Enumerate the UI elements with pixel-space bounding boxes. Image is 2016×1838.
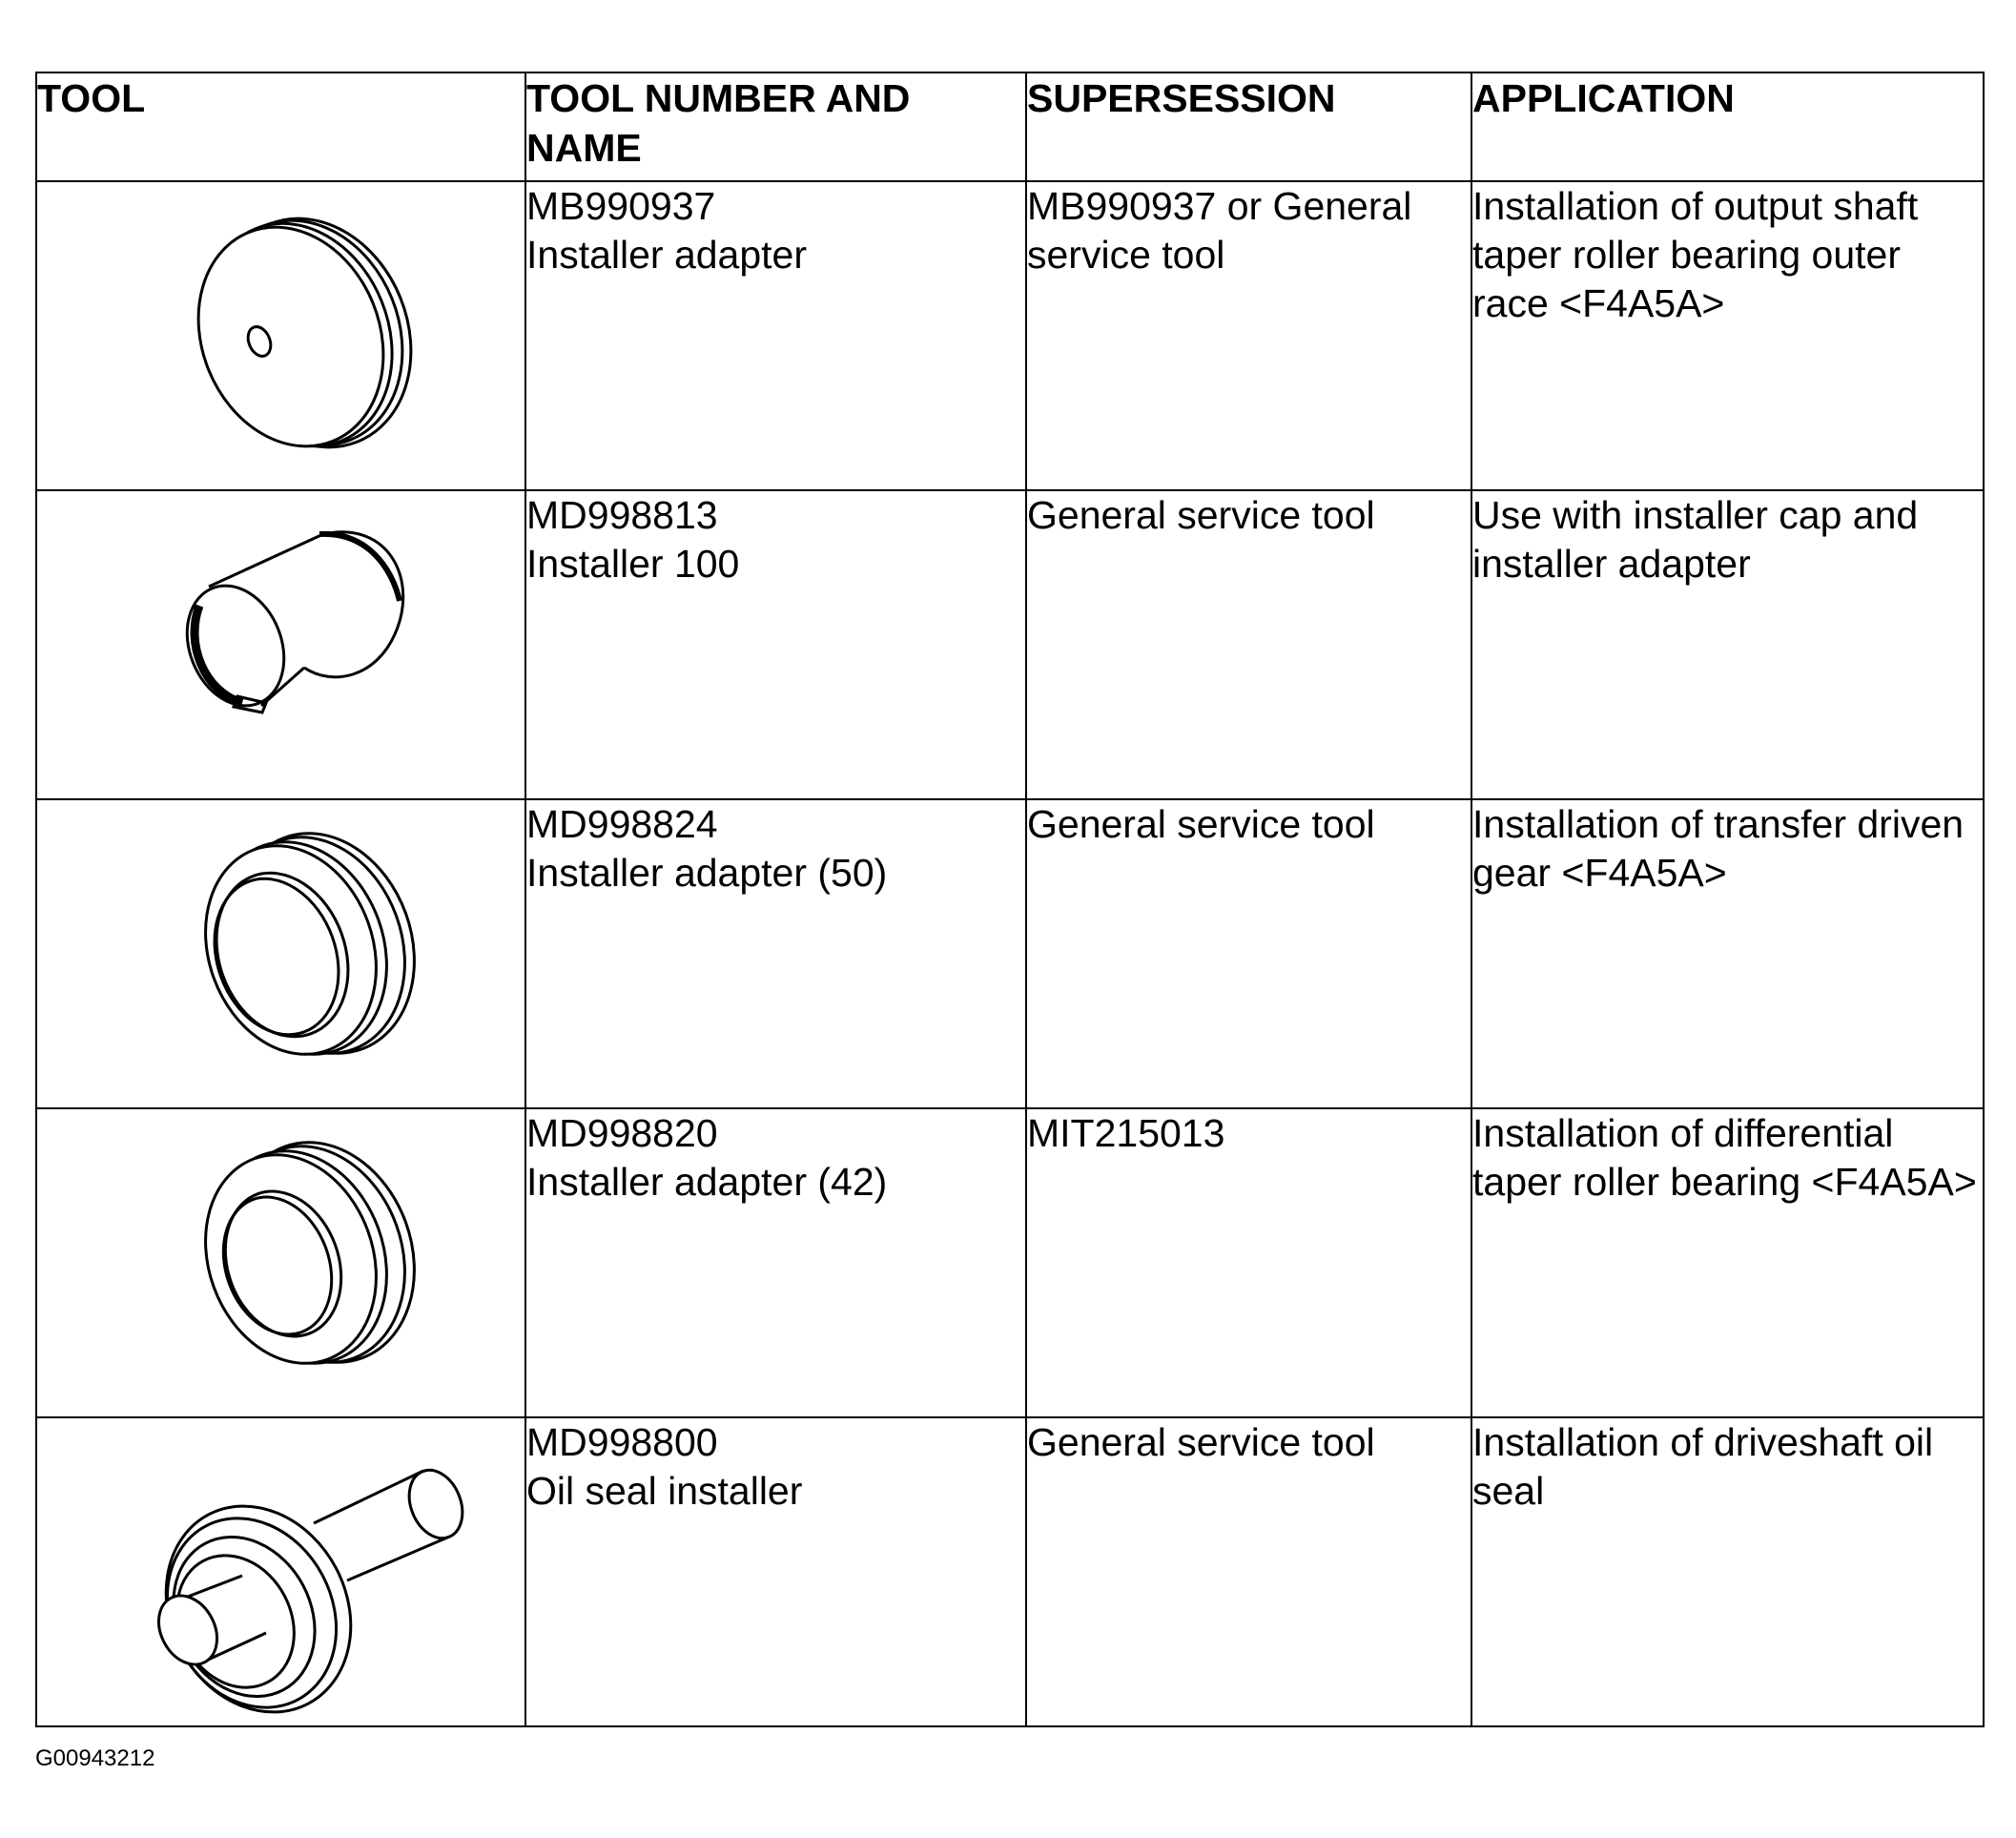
tool-number-name-cell [525,1417,1026,1726]
supersession-cell: General service tool [1026,799,1471,1108]
tool-number: MD998813 [526,493,718,537]
application-cell: Use with installer cap and installer adapter [1471,490,1984,799]
header-tool: TOOL [36,72,525,181]
header-row [36,72,1984,181]
installer-ring-icon [37,800,526,1107]
tool-image-cell [36,181,525,490]
tool-number: MD998800 [526,1420,718,1464]
tool-number-name-cell [525,181,1026,490]
tool-name: Installer 100 [526,542,740,586]
supersession-cell: General service tool [1026,490,1471,799]
tool-image-cell [36,799,525,1108]
tool-name: Installer adapter (50) [526,851,888,895]
tool-number: MB990937 [526,184,716,228]
header-application: APPLICATION [1471,72,1984,181]
oil-seal-installer-icon [37,1418,526,1725]
supersession-cell: General service tool [1026,1417,1471,1726]
application-cell: Installation of transfer driven gear <F4A5A> [1471,799,1984,1108]
tool-name: Installer adapter (42) [526,1160,888,1204]
tool-number: MD998824 [526,802,718,846]
tool-image-cell [36,490,525,799]
table-row [36,799,1984,1108]
tool-image-cell [36,1417,525,1726]
header-tool-number-and-name: TOOL NUMBER AND NAME [525,72,1026,181]
figure-id: G00943212 [35,1745,155,1771]
supersession-cell: MIT215013 [1026,1108,1471,1417]
installer-cylinder-icon [37,491,526,798]
application-cell: Installation of driveshaft oil seal [1471,1417,1984,1726]
tool-number-name-cell [525,490,1026,799]
tool-name: Installer adapter [526,233,808,277]
tool-number-name-cell [525,799,1026,1108]
special-tools-table [35,72,1985,1727]
header-supersession: SUPERSESSION [1026,72,1471,181]
table-row [36,1108,1984,1417]
supersession-cell: MB990937 or General service tool [1026,181,1471,490]
tool-name: Oil seal installer [526,1469,803,1513]
application-cell: Installation of output shaft taper roller bearing outer race <F4A5A> [1471,181,1984,490]
tool-number: MD998820 [526,1111,718,1155]
application-cell: Installation of differential taper roller bearing <F4A5A> [1471,1108,1984,1417]
installer-adapter-disc-icon [37,182,526,489]
table-row [36,490,1984,799]
tool-image-cell [36,1108,525,1417]
table-row [36,181,1984,490]
installer-ring-icon [37,1109,526,1416]
table-row [36,1417,1984,1726]
tool-number-name-cell [525,1108,1026,1417]
